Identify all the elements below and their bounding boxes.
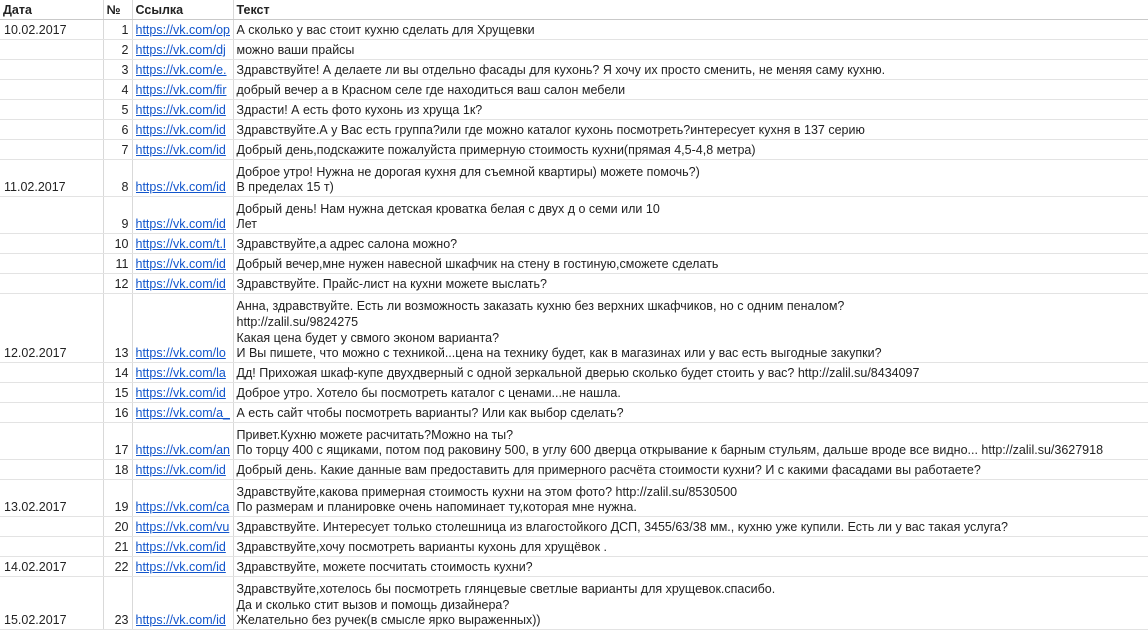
vk-profile-link[interactable]: https://vk.com/an <box>135 443 230 458</box>
cell-date[interactable] <box>0 423 103 460</box>
table-row <box>0 557 1148 577</box>
cell-link[interactable] <box>132 363 233 383</box>
cell-link[interactable] <box>132 403 233 423</box>
vk-profile-link[interactable]: https://vk.com/id <box>135 257 226 272</box>
vk-profile-link[interactable]: https://vk.com/a_ <box>135 406 230 421</box>
cell-date[interactable] <box>0 100 103 120</box>
table-row <box>0 160 1148 197</box>
vk-profile-link[interactable]: https://vk.com/la <box>135 366 226 381</box>
cell-link[interactable] <box>132 234 233 254</box>
cell-message-text[interactable]: добрый вечер а в Красном селе где находиться ваш салон мебели <box>233 80 1148 100</box>
cell-link[interactable] <box>132 274 233 294</box>
cell-number[interactable]: 4 <box>103 80 132 100</box>
cell-message-text[interactable]: Добрый день. Какие данные вам предоставить для примерного расчёта стоимости кухни? И с какими фасадами вы работаете? <box>233 460 1148 480</box>
cell-message-text[interactable]: Здравствуйте,хотелось бы посмотреть глянцевые светлые варианты для хрущевок.спасибо. Да и сколько стит вызов и помощь дизайнера? Желательно без ручек(в смысле ярко выраженных)) <box>233 577 1148 630</box>
vk-profile-link[interactable]: https://vk.com/fir <box>135 83 227 98</box>
cell-number[interactable]: 9 <box>103 197 132 234</box>
vk-profile-link[interactable]: https://vk.com/vu <box>135 520 230 535</box>
vk-profile-link[interactable]: https://vk.com/id <box>135 560 226 575</box>
cell-number[interactable]: 22 <box>103 557 132 577</box>
cell-date[interactable] <box>0 234 103 254</box>
cell-link[interactable] <box>132 537 233 557</box>
table-row <box>0 80 1148 100</box>
cell-date[interactable] <box>0 403 103 423</box>
vk-profile-link[interactable]: https://vk.com/e. <box>135 63 227 78</box>
column-header-link[interactable]: Ссылка <box>132 0 233 20</box>
cell-message-text[interactable]: Доброе утро. Хотело бы посмотреть каталог с ценами...не нашла. <box>233 383 1148 403</box>
table-row <box>0 517 1148 537</box>
cell-link[interactable] <box>132 120 233 140</box>
cell-message-text[interactable]: Анна, здравствуйте. Есть ли возможность заказать кухню без верхних шкафчиков, но с одним пеналом? http://zalil.su/9824275 Какая цена будет у свмого эконом варианта? И Вы пишете, что можно с техникой...цена на технику будет, как в магазинах или у вас есть выгодные закупки? <box>233 294 1148 363</box>
table-row <box>0 140 1148 160</box>
cell-number[interactable]: 5 <box>103 100 132 120</box>
cell-link[interactable] <box>132 160 233 197</box>
table-row <box>0 577 1148 630</box>
table-row <box>0 234 1148 254</box>
cell-link[interactable] <box>132 480 233 517</box>
vk-profile-link[interactable]: https://vk.com/dj <box>135 43 226 58</box>
cell-link[interactable] <box>132 40 233 60</box>
cell-message-text[interactable]: Добрый день,подскажите пожалуйста примерную стоимость кухни(прямая 4,5-4,8 метра) <box>233 140 1148 160</box>
cell-link[interactable] <box>132 100 233 120</box>
cell-message-text[interactable]: Дд! Прихожая шкаф-купе двухдверный с одной зеркальной дверью сколько будет стоить у вас? http://zalil.su/8434097 <box>233 363 1148 383</box>
cell-date[interactable] <box>0 254 103 274</box>
table-row <box>0 100 1148 120</box>
cell-message-text[interactable]: Здравствуйте,хочу посмотреть варианты кухонь для хрущёвок . <box>233 537 1148 557</box>
cell-date[interactable]: 13.02.2017 <box>0 480 103 517</box>
table-row <box>0 383 1148 403</box>
cell-message-text[interactable]: Здравствуйте.А у Вас есть группа?или где можно каталог кухонь посмотреть?интересует кухня в 137 серию <box>233 120 1148 140</box>
cell-number[interactable]: 17 <box>103 423 132 460</box>
cell-date[interactable] <box>0 460 103 480</box>
cell-number[interactable]: 23 <box>103 577 132 630</box>
cell-date[interactable] <box>0 363 103 383</box>
cell-link[interactable] <box>132 517 233 537</box>
cell-date[interactable] <box>0 60 103 80</box>
cell-message-text[interactable]: Здравствуйте. Интересует только столешница из влагостойкого ДСП, 3455/63/38 мм., кухню уже купили. Есть ли у вас такая услуга? <box>233 517 1148 537</box>
cell-date[interactable] <box>0 197 103 234</box>
cell-date[interactable] <box>0 517 103 537</box>
vk-profile-link[interactable]: https://vk.com/t.l <box>135 237 226 252</box>
cell-link[interactable] <box>132 80 233 100</box>
vk-profile-link[interactable]: https://vk.com/id <box>135 123 226 138</box>
cell-link[interactable] <box>132 460 233 480</box>
table-row <box>0 197 1148 234</box>
cell-number[interactable]: 11 <box>103 254 132 274</box>
column-header-date[interactable]: Дата <box>0 0 103 20</box>
cell-link[interactable] <box>132 577 233 630</box>
table-row <box>0 423 1148 460</box>
vk-profile-link[interactable]: https://vk.com/id <box>135 277 226 292</box>
cell-message-text[interactable]: Здравствуйте,а адрес салона можно? <box>233 234 1148 254</box>
cell-link[interactable] <box>132 140 233 160</box>
table-row <box>0 363 1148 383</box>
vk-profile-link[interactable]: https://vk.com/id <box>135 540 226 555</box>
vk-profile-link[interactable]: https://vk.com/id <box>135 386 226 401</box>
cell-number[interactable]: 18 <box>103 460 132 480</box>
cell-date[interactable]: 10.02.2017 <box>0 20 103 40</box>
column-header-number[interactable]: № <box>103 0 132 20</box>
cell-number[interactable]: 8 <box>103 160 132 197</box>
cell-number[interactable]: 14 <box>103 363 132 383</box>
table-row <box>0 120 1148 140</box>
cell-number[interactable]: 3 <box>103 60 132 80</box>
cell-number[interactable]: 16 <box>103 403 132 423</box>
cell-link[interactable] <box>132 294 233 363</box>
cell-date[interactable] <box>0 383 103 403</box>
table-row <box>0 294 1148 363</box>
cell-message-text[interactable]: А сколько у вас стоит кухню сделать для Хрущевки <box>233 20 1148 40</box>
table-row <box>0 60 1148 80</box>
cell-message-text[interactable]: Здравствуйте,какова примерная стоимость кухни на этом фото? http://zalil.su/8530500 По размерам и планировке очень напоминает ту,которая мне нужна. <box>233 480 1148 517</box>
cell-date[interactable] <box>0 80 103 100</box>
cell-message-text[interactable]: Здрасти! А есть фото кухонь из хруща 1к? <box>233 100 1148 120</box>
cell-number[interactable]: 12 <box>103 274 132 294</box>
cell-date[interactable] <box>0 40 103 60</box>
cell-link[interactable] <box>132 254 233 274</box>
cell-number[interactable]: 7 <box>103 140 132 160</box>
table-row <box>0 537 1148 557</box>
cell-link[interactable] <box>132 197 233 234</box>
table-body <box>0 20 1148 630</box>
cell-message-text[interactable]: Добрый день! Нам нужна детская кроватка белая с двух д о семи или 10 Лет <box>233 197 1148 234</box>
cell-message-text[interactable]: А есть сайт чтобы посмотреть варианты? Или как выбор сделать? <box>233 403 1148 423</box>
cell-message-text[interactable]: Привет.Кухню можете расчитать?Можно на ты? По торцу 400 с ящиками, потом под раковину 500, в углу 600 дверца открывание к барным стульям, дальше вроде все видно... http://zalil.su/3627918 <box>233 423 1148 460</box>
vk-profile-link[interactable]: https://vk.com/id <box>135 217 226 232</box>
cell-message-text[interactable]: Здравствуйте, можете посчитать стоимость кухни? <box>233 557 1148 577</box>
table-row <box>0 460 1148 480</box>
column-header-text[interactable]: Текст <box>233 0 1148 20</box>
cell-date[interactable] <box>0 140 103 160</box>
table-row <box>0 274 1148 294</box>
cell-message-text[interactable]: Доброе утро! Нужна не дорогая кухня для съемной квартиры) можете помочь?) В пределах 15 т) <box>233 160 1148 197</box>
vk-profile-link[interactable]: https://vk.com/id <box>135 463 226 478</box>
cell-link[interactable] <box>132 423 233 460</box>
cell-number[interactable]: 19 <box>103 480 132 517</box>
cell-number[interactable]: 13 <box>103 294 132 363</box>
cell-date[interactable] <box>0 120 103 140</box>
cell-message-text[interactable]: Добрый вечер,мне нужен навесной шкафчик на стену в гостиную,сможете сделать <box>233 254 1148 274</box>
cell-number[interactable]: 2 <box>103 40 132 60</box>
cell-link[interactable] <box>132 60 233 80</box>
cell-number[interactable]: 21 <box>103 537 132 557</box>
cell-link[interactable] <box>132 383 233 403</box>
cell-message-text[interactable]: Здравствуйте! А делаете ли вы отдельно фасады для кухонь? Я хочу их просто сменить, не меняя саму кухню. <box>233 60 1148 80</box>
cell-date[interactable] <box>0 274 103 294</box>
cell-date[interactable]: 12.02.2017 <box>0 294 103 363</box>
vk-profile-link[interactable]: https://vk.com/id <box>135 180 226 195</box>
header-row <box>0 0 1148 20</box>
cell-date[interactable]: 11.02.2017 <box>0 160 103 197</box>
vk-profile-link[interactable]: https://vk.com/id <box>135 143 226 158</box>
table-row <box>0 254 1148 274</box>
cell-number[interactable]: 20 <box>103 517 132 537</box>
table-row <box>0 480 1148 517</box>
vk-profile-link[interactable]: https://vk.com/lo <box>135 346 226 361</box>
cell-date[interactable]: 15.02.2017 <box>0 577 103 630</box>
cell-number[interactable]: 6 <box>103 120 132 140</box>
vk-profile-link[interactable]: https://vk.com/op <box>135 23 230 38</box>
cell-message-text[interactable]: можно ваши прайсы <box>233 40 1148 60</box>
cell-number[interactable]: 1 <box>103 20 132 40</box>
table-row <box>0 403 1148 423</box>
table-row <box>0 20 1148 40</box>
cell-date[interactable]: 14.02.2017 <box>0 557 103 577</box>
vk-profile-link[interactable]: https://vk.com/id <box>135 103 226 118</box>
cell-number[interactable]: 10 <box>103 234 132 254</box>
cell-link[interactable] <box>132 557 233 577</box>
cell-link[interactable] <box>132 20 233 40</box>
cell-message-text[interactable]: Здравствуйте. Прайс-лист на кухни можете выслать? <box>233 274 1148 294</box>
cell-number[interactable]: 15 <box>103 383 132 403</box>
cell-date[interactable] <box>0 537 103 557</box>
table-row <box>0 40 1148 60</box>
vk-profile-link[interactable]: https://vk.com/id <box>135 613 226 628</box>
vk-profile-link[interactable]: https://vk.com/ca <box>135 500 230 515</box>
